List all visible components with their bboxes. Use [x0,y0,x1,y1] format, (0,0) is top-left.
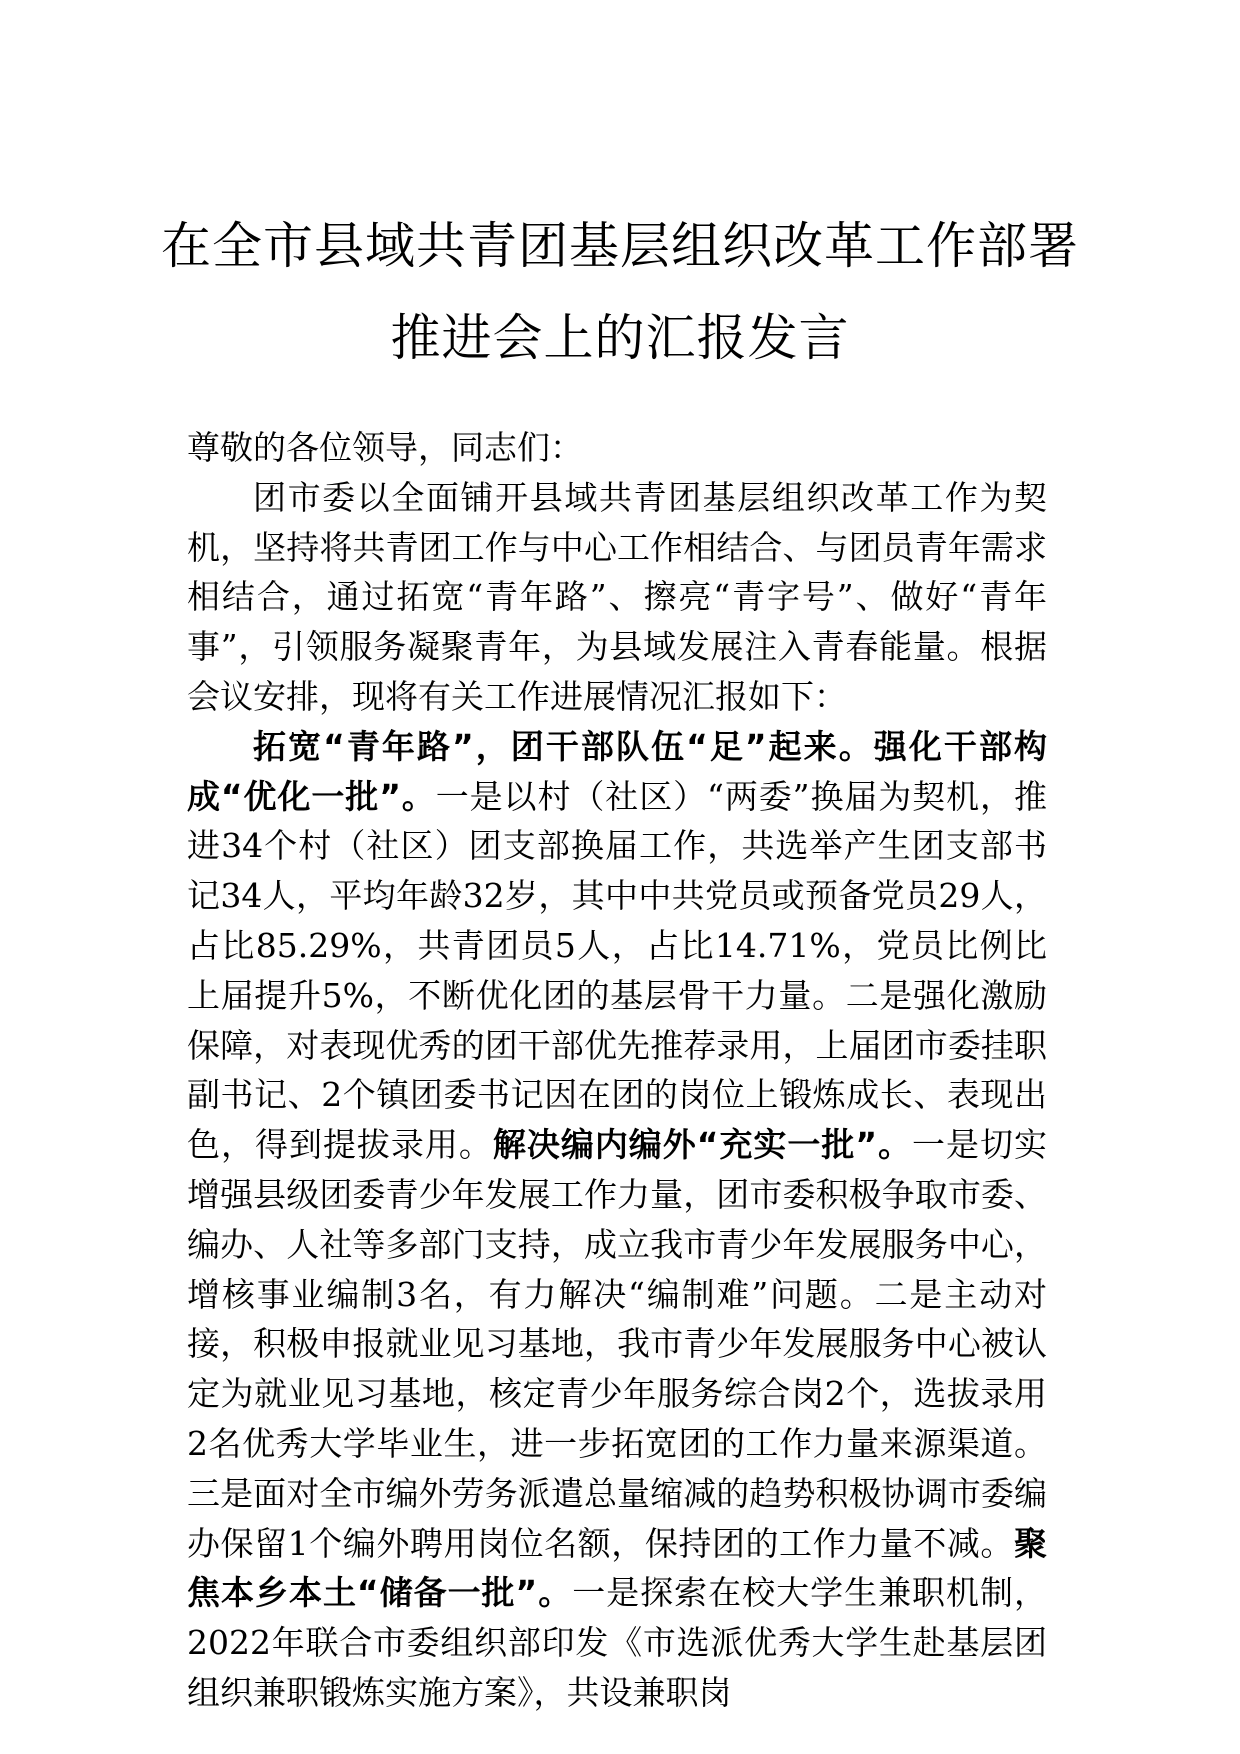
section-1-sub-2-heading: 解决编内编外“充实一批”。 [492,1125,913,1165]
section-1-sub-2-text: 一是切实增强县级团委青少年发展工作力量，团市委积极争取市委、编办、人社等多部门支持，成立我市青少年发展服务中心，增核事业编制3名，有力解决“编制难”问题。二是主动对接，积极申报就业见习基地，我市青少年发展服务中心被认定为就业见习基地，核定青少年服务综合岗2个，选拔录用2名优秀大学毕业生，进一步拓宽团的工作力量来源渠道。三是面对全市编外劳务派遣总量缩减的趋势积极协调市委编办保留1个编外聘用岗位名额，保持团的工作力量不减。 [187,1125,1047,1563]
section-1-heading: 拓宽“青年路”，团干部队伍“足”起来。 [253,726,874,766]
section-1-sub-3-heading: 聚焦本乡本土“储备一批”。 [187,1523,1047,1613]
document-body [187,423,1047,1718]
section-1-sub-3-text: 一是探索在校大学生兼职机制，2022年联合市委组织部印发《市选派优秀大学生赴基层团组织兼职锻炼实施方案》，共设兼职岗 [187,1573,1047,1712]
salutation: 尊敬的各位领导，同志们： [187,428,583,467]
document-title-line-1: 在全市县域共青团基层组织改革工作部署 [161,217,1079,275]
document-title-line-2: 推进会上的汇报发言 [390,309,850,367]
intro-paragraph: 团市委以全面铺开县域共青团基层组织改革工作为契机，坚持将共青团工作与中心工作相结合、与团员青年需求相结合，通过拓宽“青年路”、擦亮“青字号”、做好“青年事”，引领服务凝聚青年，为县域发展注入青春能量。根据会议安排，现将有关工作进展情况汇报如下： [187,477,1047,716]
section-1-sub-1-heading: 强化干部构成“优化一批”。 [187,726,1047,816]
section-1-paragraph [187,722,1047,1718]
section-1-sub-1-text: 一是以村（社区）“两委”换届为契机，推进34个村（社区）团支部换届工作，共选举产生团支部书记34人，平均年龄32岁，其中中共党员或预备党员29人，占比85.29%，共青团员5人，占比14.71%，党员比例比上届提升5%，不断优化团的基层骨干力量。二是强化激励保障，对表现优秀的团干部优先推荐录用，上届团市委挂职副书记、2个镇团委书记因在团的岗位上锻炼成长、表现出色，得到提拔录用。 [187,776,1047,1165]
